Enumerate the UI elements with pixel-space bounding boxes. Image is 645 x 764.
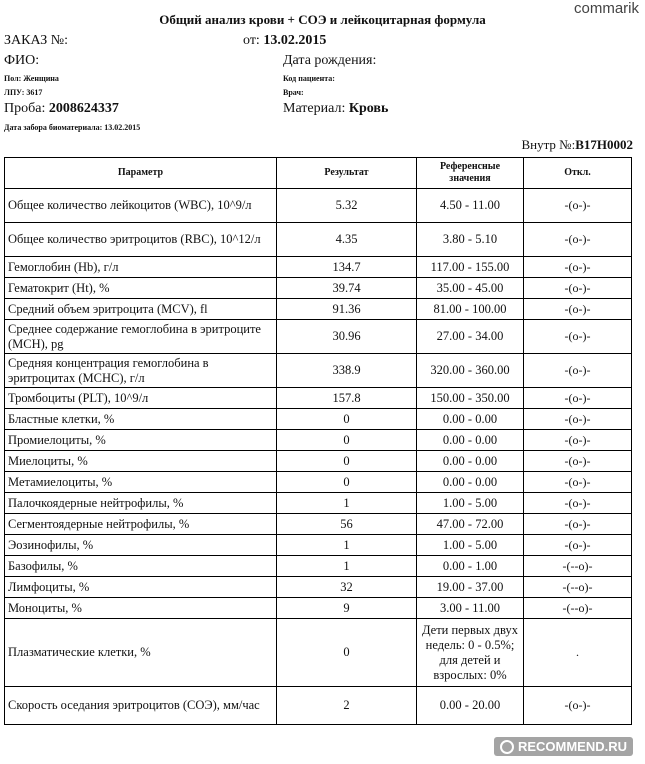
material-field: [283, 101, 388, 117]
cell-result: 0: [277, 451, 417, 472]
header-dev: Откл.: [524, 158, 632, 189]
cell-param: Эозинофилы, %: [5, 535, 277, 556]
patient-code-label: Код пациента:: [283, 74, 335, 83]
cell-result: 30.96: [277, 320, 417, 354]
cell-param: Моноциты, %: [5, 598, 277, 619]
material-value: Кровь: [348, 101, 389, 116]
cell-param: Гематокрит (Ht), %: [5, 278, 277, 299]
doctor-label: Врач:: [283, 88, 304, 97]
table-row: [5, 598, 632, 619]
cell-dev: -(o-)-: [524, 388, 632, 409]
cell-dev: .: [524, 619, 632, 687]
sex-field: [4, 74, 59, 83]
order-date: [243, 33, 326, 49]
cell-param: Бластные клетки, %: [5, 409, 277, 430]
watermark-top: commarik: [573, 0, 639, 17]
table-row: [5, 430, 632, 451]
cell-ref: 35.00 - 45.00: [417, 278, 524, 299]
watermark-bottom-text: RECOMMEND.RU: [517, 739, 627, 754]
cell-dev: -(o-)-: [524, 354, 632, 388]
cell-ref: 27.00 - 34.00: [417, 320, 524, 354]
cell-result: 4.35: [277, 223, 417, 257]
page-title: Общий анализ крови + СОЭ и лейкоцитарная формула: [159, 12, 486, 27]
cell-dev: -(o-)-: [524, 189, 632, 223]
cell-result: 56: [277, 514, 417, 535]
cell-ref: 150.00 - 350.00: [417, 388, 524, 409]
cell-param: Скорость оседания эритроцитов (СОЭ), мм/час: [5, 687, 277, 725]
recommend-logo-icon: [500, 740, 514, 754]
sample-field: [4, 101, 119, 117]
cell-dev: -(o-)-: [524, 535, 632, 556]
collection-date-label: Дата забора биоматериала:: [4, 123, 103, 132]
cell-param: Гемоглобин (Hb), г/л: [5, 257, 277, 278]
cell-ref: 117.00 - 155.00: [417, 257, 524, 278]
cell-dev: -(o-)-: [524, 278, 632, 299]
internal-number-label: Внутр №:: [521, 137, 576, 152]
header-ref: Референсные значения: [417, 158, 524, 189]
lpu-value: 3617: [26, 88, 43, 97]
table-row: [5, 514, 632, 535]
cell-ref: 0.00 - 20.00: [417, 687, 524, 725]
cell-dev: -(o-)-: [524, 257, 632, 278]
cell-dev: -(--o)-: [524, 556, 632, 577]
lpu-label: ЛПУ:: [4, 88, 25, 97]
table-row: [5, 619, 632, 687]
cell-dev: -(o-)-: [524, 514, 632, 535]
cell-param: Плазматические клетки, %: [5, 619, 277, 687]
table-row: [5, 577, 632, 598]
cell-result: 2: [277, 687, 417, 725]
order-date-label: от:: [243, 33, 260, 48]
cell-result: 338.9: [277, 354, 417, 388]
table-row: [5, 556, 632, 577]
table-row: [5, 257, 632, 278]
material-label: Материал:: [283, 101, 346, 116]
watermark-bottom: [494, 737, 633, 756]
table-row: [5, 493, 632, 514]
table-row: [5, 320, 632, 354]
table-row: [5, 535, 632, 556]
cell-ref: 1.00 - 5.00: [417, 535, 524, 556]
internal-number: [521, 137, 633, 153]
header-result: Результат: [277, 158, 417, 189]
sex-value: Женщина: [23, 74, 59, 83]
internal-number-value: B17H0002: [575, 137, 633, 152]
cell-ref: 320.00 - 360.00: [417, 354, 524, 388]
table-row: [5, 354, 632, 388]
header-param: Параметр: [5, 158, 277, 189]
cell-dev: -(--o)-: [524, 598, 632, 619]
cell-dev: -(o-)-: [524, 493, 632, 514]
cell-param: Промиелоциты, %: [5, 430, 277, 451]
cell-param: Тромбоциты (PLT), 10^9/л: [5, 388, 277, 409]
cell-dev: -(o-)-: [524, 687, 632, 725]
cell-result: 0: [277, 409, 417, 430]
cell-result: 91.36: [277, 299, 417, 320]
cell-dev: -(--o)-: [524, 577, 632, 598]
table-row: [5, 472, 632, 493]
cell-result: 9: [277, 598, 417, 619]
cell-ref: 19.00 - 37.00: [417, 577, 524, 598]
cell-ref: 47.00 - 72.00: [417, 514, 524, 535]
table-row: [5, 278, 632, 299]
cell-ref: 0.00 - 0.00: [417, 430, 524, 451]
collection-date-value: 13.02.2015: [104, 123, 141, 132]
cell-param: Лимфоциты, %: [5, 577, 277, 598]
cell-param: Среднее содержание гемоглобина в эритроците (MCH), pg: [5, 320, 277, 354]
order-date-value: 13.02.2015: [263, 33, 327, 48]
sample-label: Проба:: [4, 101, 46, 116]
cell-param: Общее количество эритроцитов (RBC), 10^12/л: [5, 223, 277, 257]
cell-dev: -(o-)-: [524, 409, 632, 430]
cell-ref: 0.00 - 0.00: [417, 451, 524, 472]
cell-result: 0: [277, 430, 417, 451]
cell-ref: 0.00 - 1.00: [417, 556, 524, 577]
cell-result: 5.32: [277, 189, 417, 223]
cell-result: 0: [277, 472, 417, 493]
cell-result: 1: [277, 535, 417, 556]
sample-value: 2008624337: [48, 101, 119, 116]
results-table: [4, 157, 632, 725]
cell-result: 39.74: [277, 278, 417, 299]
cell-dev: -(o-)-: [524, 451, 632, 472]
table-row: [5, 299, 632, 320]
cell-param: Палочкоядерные нейтрофилы, %: [5, 493, 277, 514]
cell-dev: -(o-)-: [524, 223, 632, 257]
cell-ref: 4.50 - 11.00: [417, 189, 524, 223]
cell-param: Общее количество лейкоцитов (WBC), 10^9/л: [5, 189, 277, 223]
cell-result: 134.7: [277, 257, 417, 278]
cell-ref: 1.00 - 5.00: [417, 493, 524, 514]
cell-dev: -(o-)-: [524, 320, 632, 354]
table-row: [5, 687, 632, 725]
cell-param: Средний объем эритроцита (MCV), fl: [5, 299, 277, 320]
results-body: [5, 189, 632, 725]
cell-ref: 81.00 - 100.00: [417, 299, 524, 320]
lpu-field: [4, 88, 42, 97]
cell-param: Метамиелоциты, %: [5, 472, 277, 493]
cell-ref: 0.00 - 0.00: [417, 409, 524, 430]
cell-param: Миелоциты, %: [5, 451, 277, 472]
cell-dev: -(o-)-: [524, 472, 632, 493]
cell-dev: -(o-)-: [524, 430, 632, 451]
collection-date-field: [4, 123, 140, 132]
cell-result: 1: [277, 556, 417, 577]
cell-param: Базофилы, %: [5, 556, 277, 577]
table-row: [5, 388, 632, 409]
cell-ref: 3.00 - 11.00: [417, 598, 524, 619]
fio-label: ФИО:: [4, 53, 40, 68]
cell-ref: 3.80 - 5.10: [417, 223, 524, 257]
results-header-row: [5, 158, 632, 189]
cell-result: 0: [277, 619, 417, 687]
cell-param: Средняя концентрация гемоглобина в эритроцитах (MCHC), г/л: [5, 354, 277, 388]
cell-param: Сегментоядерные нейтрофилы, %: [5, 514, 277, 535]
sex-label: Пол:: [4, 74, 22, 83]
cell-ref: Дети первых двух недель: 0 - 0.5%; для детей и взрослых: 0%: [417, 619, 524, 687]
cell-result: 32: [277, 577, 417, 598]
birth-date-label: Дата рождения:: [283, 53, 377, 68]
table-row: [5, 189, 632, 223]
order-label: ЗАКАЗ №:: [4, 33, 68, 48]
cell-ref: 0.00 - 0.00: [417, 472, 524, 493]
table-row: [5, 223, 632, 257]
table-row: [5, 451, 632, 472]
cell-dev: -(o-)-: [524, 299, 632, 320]
table-row: [5, 409, 632, 430]
cell-result: 157.8: [277, 388, 417, 409]
cell-result: 1: [277, 493, 417, 514]
